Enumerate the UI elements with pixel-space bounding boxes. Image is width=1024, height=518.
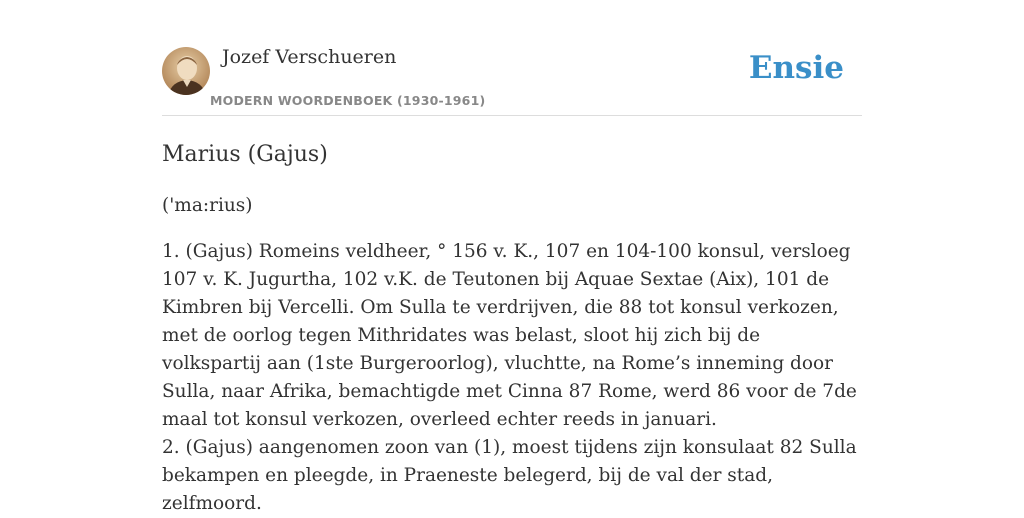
author-avatar[interactable] xyxy=(162,47,210,95)
entry-title: Marius (Gajus) xyxy=(162,142,328,167)
entry-definitions xyxy=(162,238,864,518)
entry-content xyxy=(162,140,864,518)
definition-item: 2. (Gajus) aangenomen zoon van (1), moest tijdens zijn konsulaat 82 Sulla bekampen en pleegde, in Praeneste belegerd, bij de val der stad, zelfmoord. xyxy=(162,437,857,514)
page-header xyxy=(162,44,862,116)
ensie-logo[interactable]: Ensie xyxy=(748,50,844,86)
author-portrait-icon xyxy=(162,47,210,95)
definition-item: 1. (Gajus) Romeins veldheer, ° 156 v. K., 107 en 104-100 konsul, versloeg 107 v. K. Jugurtha, 102 v.K. de Teutonen bij Aquae Sextae (Aix), 101 de Kimbren bij Vercelli. Om Sulla te verdrijven, die 88 tot konsul verkozen, met de oorlog tegen Mithridates was belast, sloot hij zich bij de volkspartij aan (1ste Burgeroorlog), vluchtte, na Rome’s inneming door Sulla, naar Afrika, bemachtigde met Cinna 87 Rome, werd 86 voor de 7de maal tot konsul verkozen, overleed echter reeds in januari. xyxy=(162,241,857,430)
entry-pronunciation: ('ma:rius) xyxy=(162,195,253,216)
author-name[interactable]: Jozef Verschueren xyxy=(222,46,397,68)
source-label[interactable]: MODERN WOORDENBOEK (1930-1961) xyxy=(210,93,486,108)
